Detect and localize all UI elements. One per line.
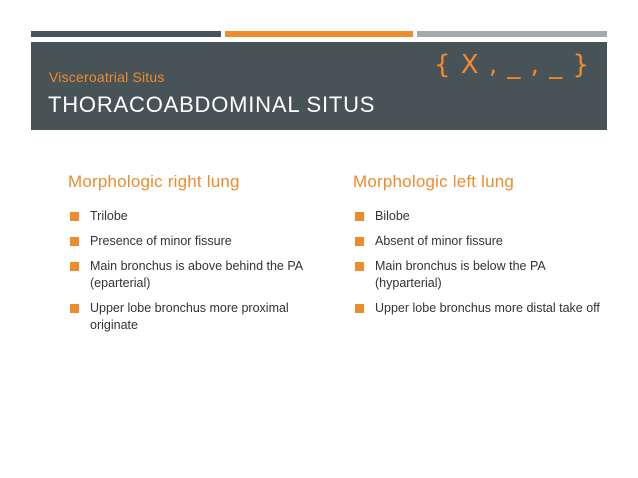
list-item — [68, 300, 318, 334]
list-item — [353, 208, 603, 225]
bullet-list — [68, 208, 318, 334]
list-item — [68, 208, 318, 225]
accent-bar-gray — [417, 31, 607, 37]
list-item — [353, 300, 603, 317]
list-item-text: Main bronchus is below the PA (hyparterial) — [375, 259, 546, 290]
square-bullet-icon — [355, 212, 364, 221]
list-item — [353, 258, 603, 292]
square-bullet-icon — [70, 212, 79, 221]
square-bullet-icon — [70, 237, 79, 246]
list-item-text: Presence of minor fissure — [90, 234, 232, 248]
square-bullet-icon — [355, 304, 364, 313]
square-bullet-icon — [70, 304, 79, 313]
list-item — [353, 233, 603, 250]
list-item-text: Main bronchus is above behind the PA (eparterial) — [90, 259, 303, 290]
list-item — [68, 233, 318, 250]
square-bullet-icon — [355, 237, 364, 246]
slide-subtitle: Visceroatrial Situs — [49, 69, 165, 85]
slide-title: THORACOABDOMINAL SITUS — [48, 92, 376, 117]
accent-bar-orange — [225, 31, 413, 37]
list-item-text: Absent of minor fissure — [375, 234, 503, 248]
column-right-lung — [68, 172, 318, 342]
bullet-list — [353, 208, 603, 317]
list-item-text: Bilobe — [375, 209, 410, 223]
list-item-text: Trilobe — [90, 209, 128, 223]
square-bullet-icon — [70, 262, 79, 271]
column-heading: Morphologic left lung — [353, 172, 515, 191]
title-band — [31, 42, 607, 130]
situs-notation: { X , _ , _ } — [433, 50, 590, 80]
list-item-text: Upper lobe bronchus more distal take off — [375, 301, 600, 315]
list-item-text: Upper lobe bronchus more proximal originate — [90, 301, 289, 332]
column-heading: Morphologic right lung — [68, 172, 240, 191]
accent-bar-dark — [31, 31, 221, 37]
square-bullet-icon — [355, 262, 364, 271]
column-left-lung — [353, 172, 603, 325]
list-item — [68, 258, 318, 292]
